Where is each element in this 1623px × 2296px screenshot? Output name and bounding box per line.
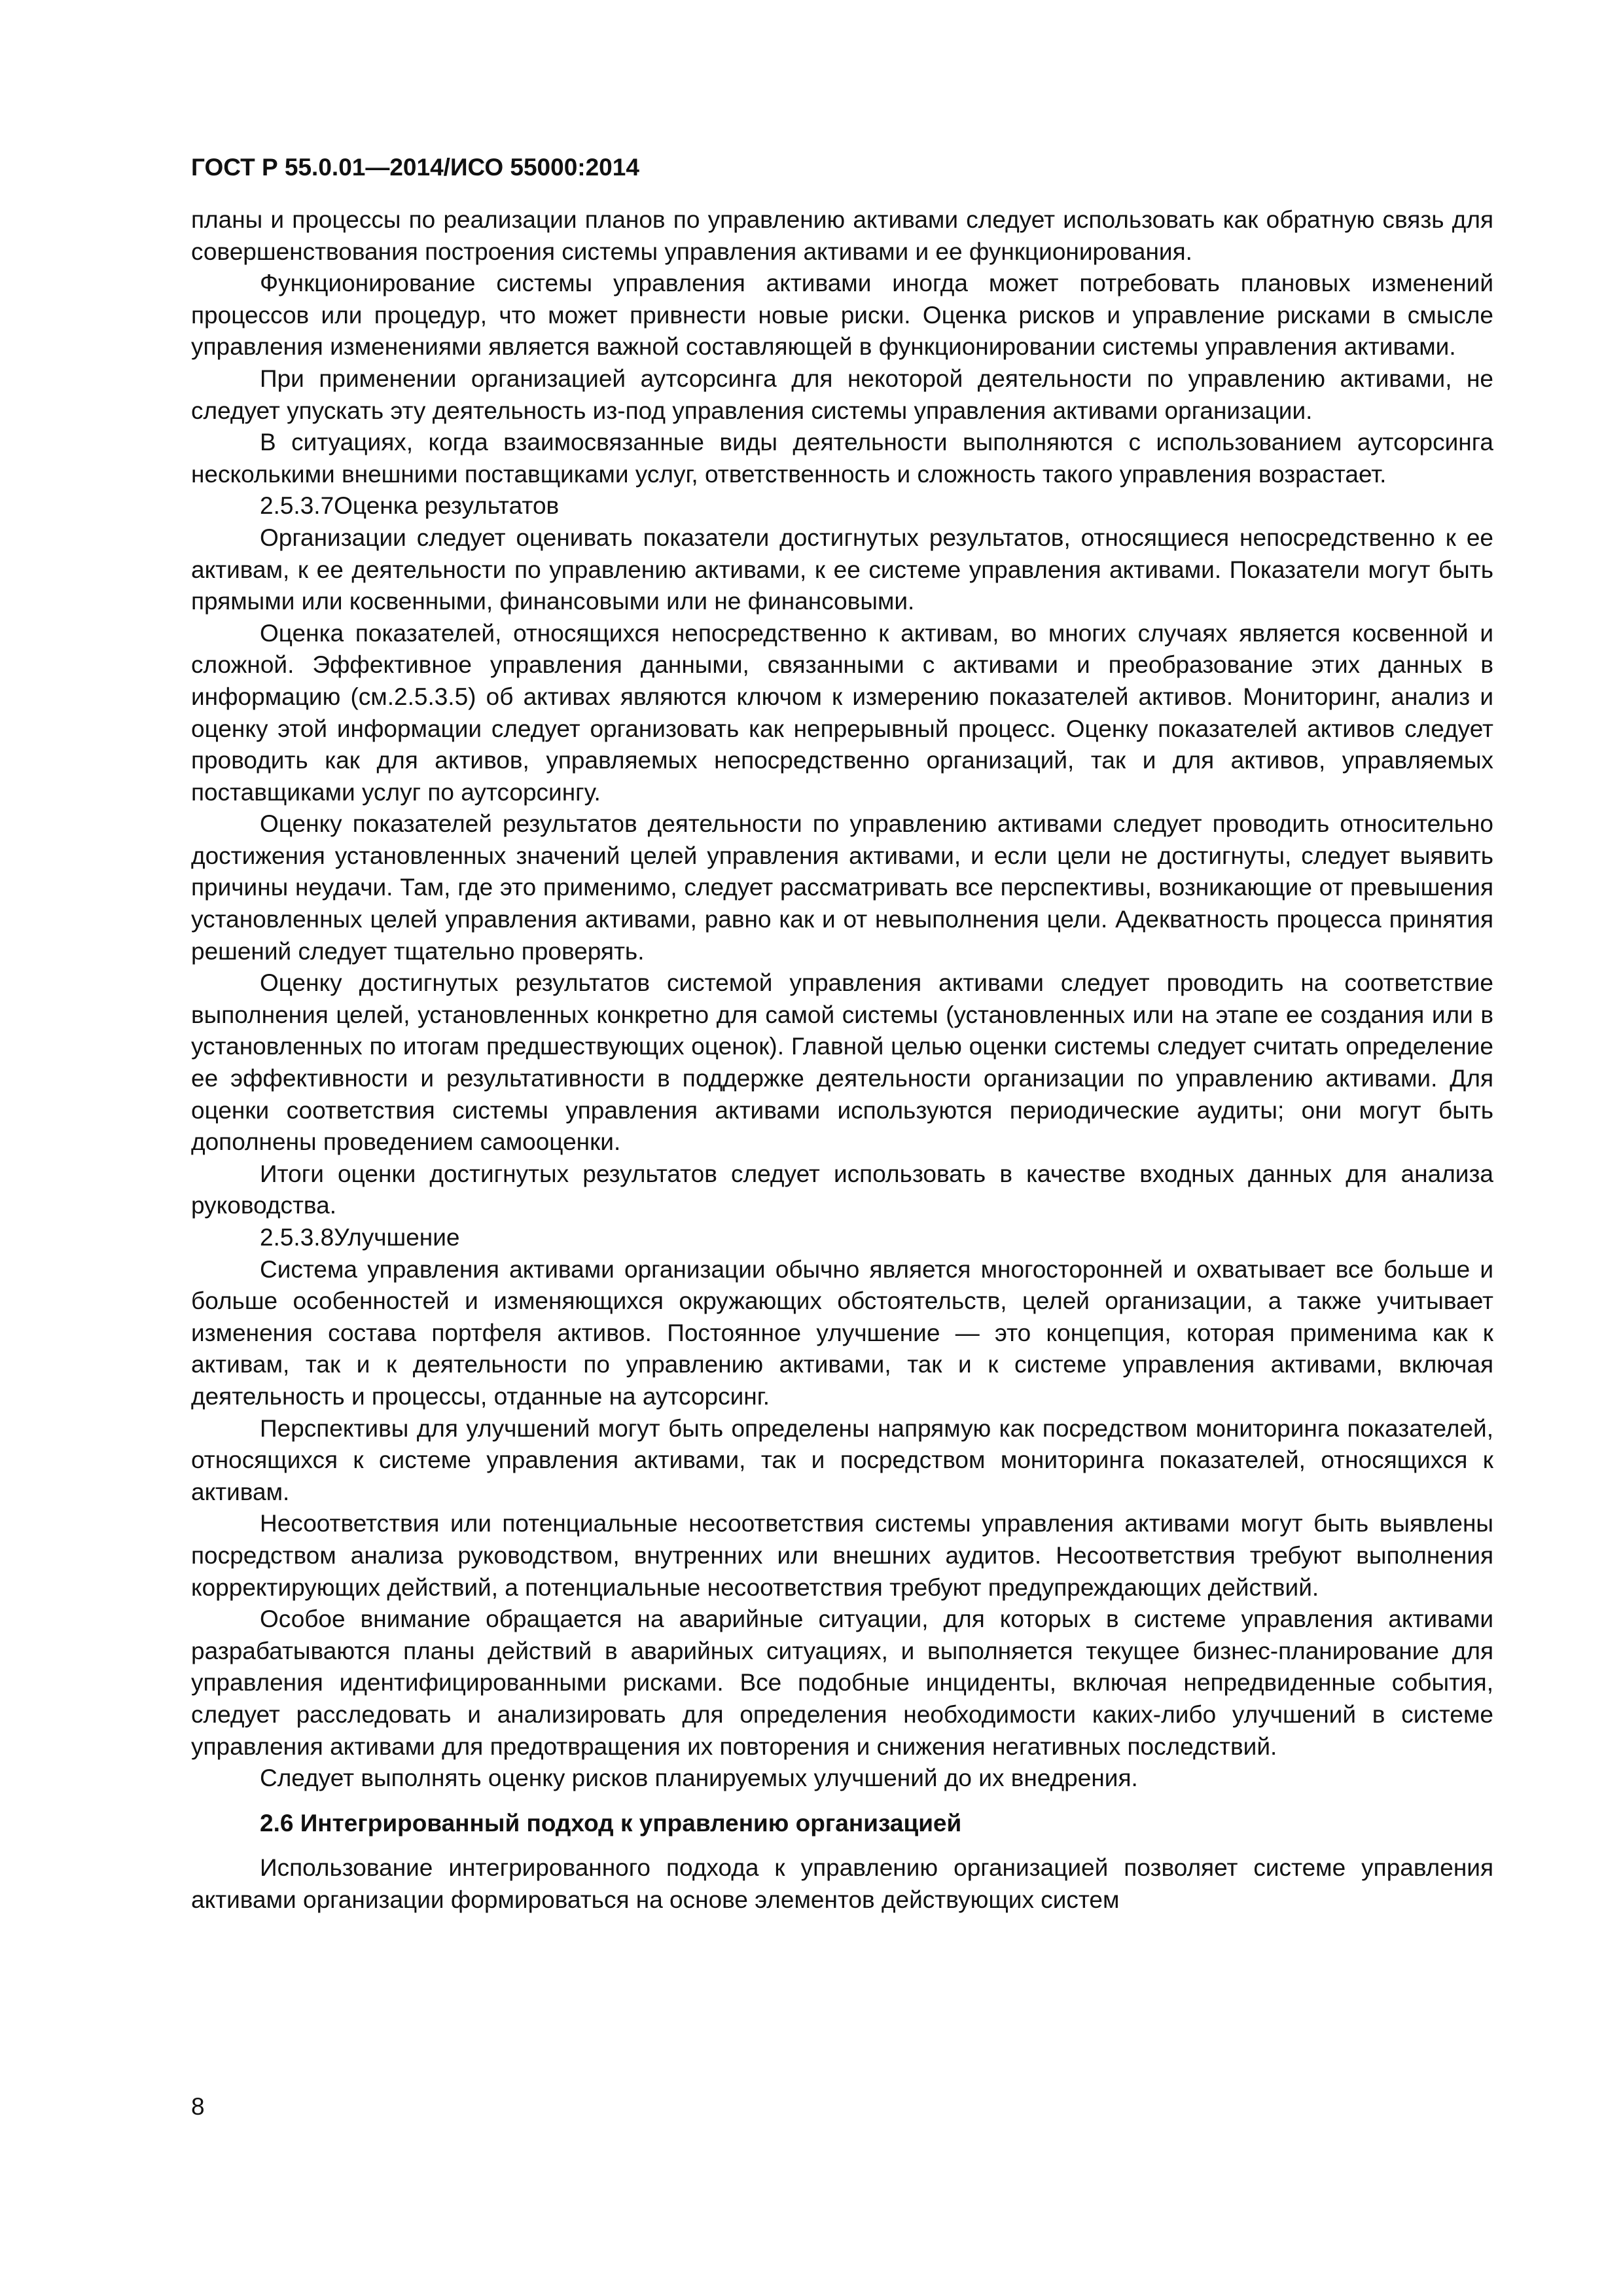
subsection-heading: 2.5.3.7Оценка результатов (260, 492, 560, 520)
subsection-heading: 2.5.3.8Улучшение (260, 1224, 460, 1251)
paragraph: Следует выполнять оценку рисков планируемых улучшений до их внедрения. (260, 1765, 1138, 1792)
paragraph: Итоги оценки достигнутых результатов следует использовать в качестве входных данных для анализа руководства. (191, 1160, 1493, 1219)
paragraph: Особое внимание обращается на аварийные ситуации, для которых в системе управления активами разрабатываются планы действий в аварийных ситуациях, и выполняется текущее бизнес-планирование для управления идентифицированными рисками. Все подобные инциденты, включая непредвиденные события, следует расследовать и анализировать для определения необходимости каких-либо улучшений в системе управления активами для предотвращения их повторения и снижения негативных последствий. (191, 1605, 1493, 1760)
paragraph: При применении организацией аутсорсинга для некоторой деятельности по управлению активами, не следует упускать эту деятельность из-под управления системы управления активами организации. (191, 365, 1493, 424)
paragraph: Оценку достигнутых результатов системой управления активами следует проводить на соответствие выполнения целей, установленных конкретно для самой системы (установленных или на этапе ее создания или в установленных по итогам предшествующих оценок). Главной целью оценки системы следует считать определение ее эффективности и результативности в поддержке деятельности организации по управлению активами. Для оценки соответствия системы управления активами используются периодические аудиты; они могут быть дополнены проведением самооценки. (191, 969, 1493, 1156)
paragraph: Оценка показателей, относящихся непосредственно к активам, во многих случаях является косвенной и сложной. Эффективное управления данными, связанными с активами и преобразование этих данных в информацию (см.2.5.3.5) об активах являются ключом к измерению показателей активов. Мониторинг, анализ и оценку этой информации следует организовать как непрерывный процесс. Оценку показателей активов следует проводить как для активов, управляемых непосредственно организаций, так и для активов, управляемых поставщиками услуг по аутсорсингу. (191, 619, 1493, 806)
paragraph: Организации следует оценивать показатели достигнутых результатов, относящиеся непосредственно к ее активам, к ее деятельности по управлению активами, к ее системе управления активами. Показатели могут быть прямыми или косвенными, финансовыми или не финансовыми. (191, 524, 1493, 615)
document-body (191, 204, 1493, 1916)
paragraph: В ситуациях, когда взаимосвязанные виды деятельности выполняются с использованием аутсорсинга несколькими внешними поставщиками услуг, ответственность и сложность такого управления возрастает. (191, 429, 1493, 488)
document-page (191, 149, 1493, 1916)
paragraph: Несоответствия или потенциальные несоответствия системы управления активами могут быть выявлены посредством анализа руководством, внутренних или внешних аудитов. Несоответствия требуют выполнения корректирующих действий, а потенциальные несоответствия требуют предупреждающих действий. (191, 1510, 1493, 1601)
section-heading: 2.6 Интегрированный подход к управлению организацией (260, 1809, 962, 1837)
paragraph: планы и процессы по реализации планов по управлению активами следует использовать как обратную связь для совершенствования построения системы управления активами и ее функционирования. (191, 206, 1493, 265)
paragraph: Перспективы для улучшений могут быть определены напрямую как посредством мониторинга показателей, относящихся к системе управления активами, так и посредством мониторинга показателей, относящихся к активам. (191, 1414, 1493, 1505)
page-number: 8 (191, 2093, 205, 2120)
document-header: ГОСТ Р 55.0.01—2014/ИСО 55000:2014 (191, 154, 639, 181)
paragraph: Функционирование системы управления активами иногда может потребовать плановых изменений процессов или процедур, что может привнести новые риски. Оценка рисков и управление рисками в смысле управления изменениями является важной составляющей в функционировании системы управления активами. (191, 270, 1493, 361)
paragraph: Система управления активами организации обычно является многосторонней и охватывает все больше и больше особенностей и изменяющихся окружающих обстоятельств, целей организации, а также учитывает изменения состава портфеля активов. Постоянное улучшение — это концепция, которая применима как к активам, так и к деятельности по управлению активами, так и к системе управления активами, включая деятельность и процессы, отданные на аутсорсинг. (191, 1255, 1493, 1410)
paragraph: Оценку показателей результатов деятельности по управлению активами следует проводить относительно достижения установленных значений целей управления активами, и если цели не достигнуты, следует выявить причины неудачи. Там, где это применимо, следует рассматривать все перспективы, возникающие от превышения установленных целей управления активами, равно как и от невыполнения цели. Адекватность процесса принятия решений следует тщательно проверять. (191, 810, 1493, 965)
paragraph: Использование интегрированного подхода к управлению организацией позволяет системе управления активами организации формироваться на основе элементов действующих систем (191, 1854, 1493, 1913)
